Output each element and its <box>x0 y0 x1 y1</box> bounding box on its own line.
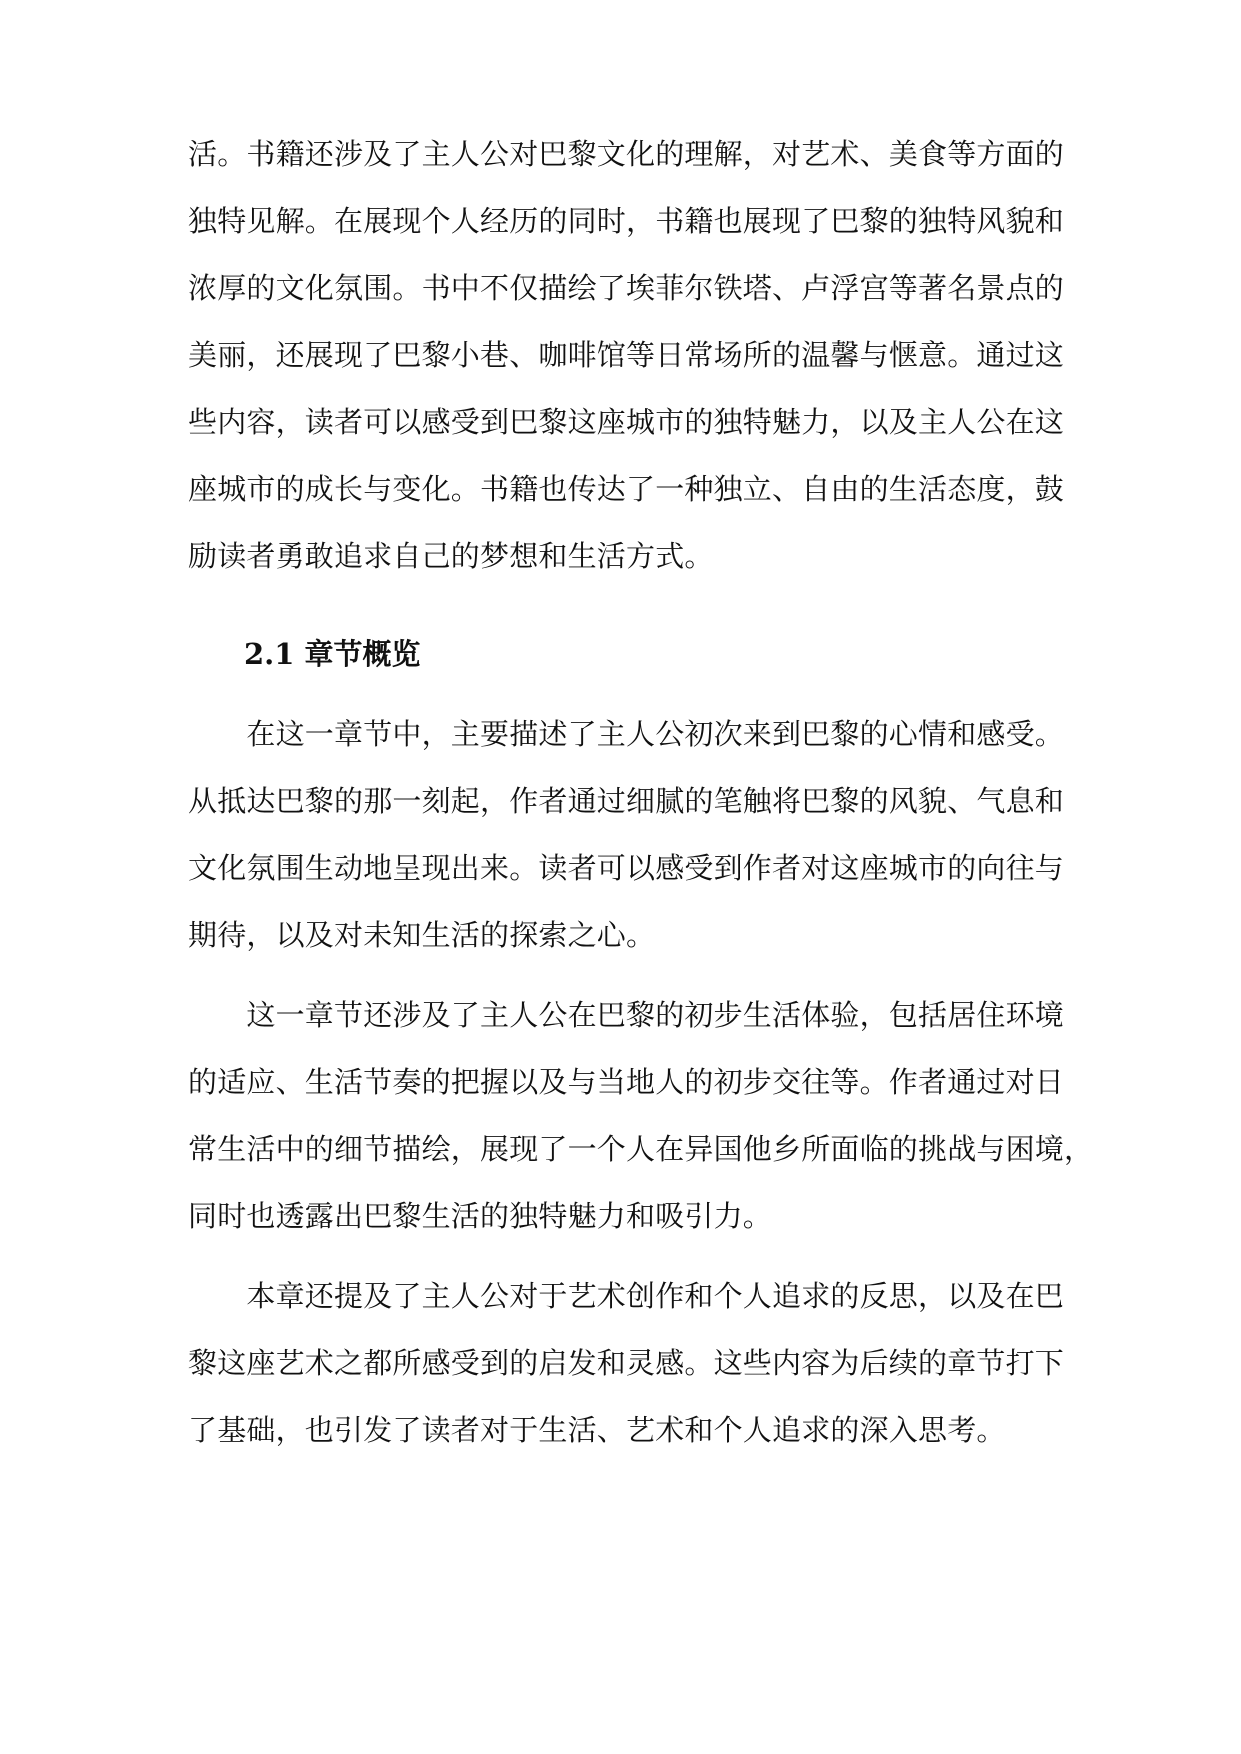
text-line: 本章还提及了主人公对于艺术创作和个人追求的反思，以及在巴 <box>188 1279 1065 1313</box>
text-line: 从抵达巴黎的那一刻起，作者通过细腻的笔触将巴黎的风貌、气息和 <box>188 784 1065 818</box>
text-line: 活。书籍还涉及了主人公对巴黎文化的理解，对艺术、美食等方面的 <box>188 137 1065 171</box>
text-line: 了基础，也引发了读者对于生活、艺术和个人追求的深入思考。 <box>188 1413 1006 1447</box>
text-line: 的适应、生活节奏的把握以及与当地人的初步交往等。作者通过对日 <box>188 1065 1065 1099</box>
text-line: 美丽，还展现了巴黎小巷、咖啡馆等日常场所的温馨与惬意。通过这 <box>188 338 1065 372</box>
text-line: 独特见解。在展现个人经历的同时，书籍也展现了巴黎的独特风貌和 <box>188 204 1065 238</box>
text-line: 座城市的成长与变化。书籍也传达了一种独立、自由的生活态度，鼓 <box>188 472 1065 506</box>
text-line: 常生活中的细节描绘，展现了一个人在异国他乡所面临的挑战与困境， <box>188 1132 1094 1166</box>
text-line: 励读者勇敢追求自己的梦想和生活方式。 <box>188 539 714 573</box>
text-line: 期待，以及对未知生活的探索之心。 <box>188 918 656 952</box>
text-line: 浓厚的文化氛围。书中不仅描绘了埃菲尔铁塔、卢浮宫等著名景点的 <box>188 271 1065 305</box>
text-line: 些内容，读者可以感受到巴黎这座城市的独特魅力，以及主人公在这 <box>188 405 1065 439</box>
section-heading: 2.1 章节概览 <box>244 637 421 671</box>
text-line: 在这一章节中，主要描述了主人公初次来到巴黎的心情和感受。 <box>188 717 1065 751</box>
text-line: 同时也透露出巴黎生活的独特魅力和吸引力。 <box>188 1199 773 1233</box>
text-line: 这一章节还涉及了主人公在巴黎的初步生活体验，包括居住环境 <box>188 998 1065 1032</box>
text-line: 黎这座艺术之都所感受到的启发和灵感。这些内容为后续的章节打下 <box>188 1346 1065 1380</box>
text-line: 文化氛围生动地呈现出来。读者可以感受到作者对这座城市的向往与 <box>188 851 1065 885</box>
